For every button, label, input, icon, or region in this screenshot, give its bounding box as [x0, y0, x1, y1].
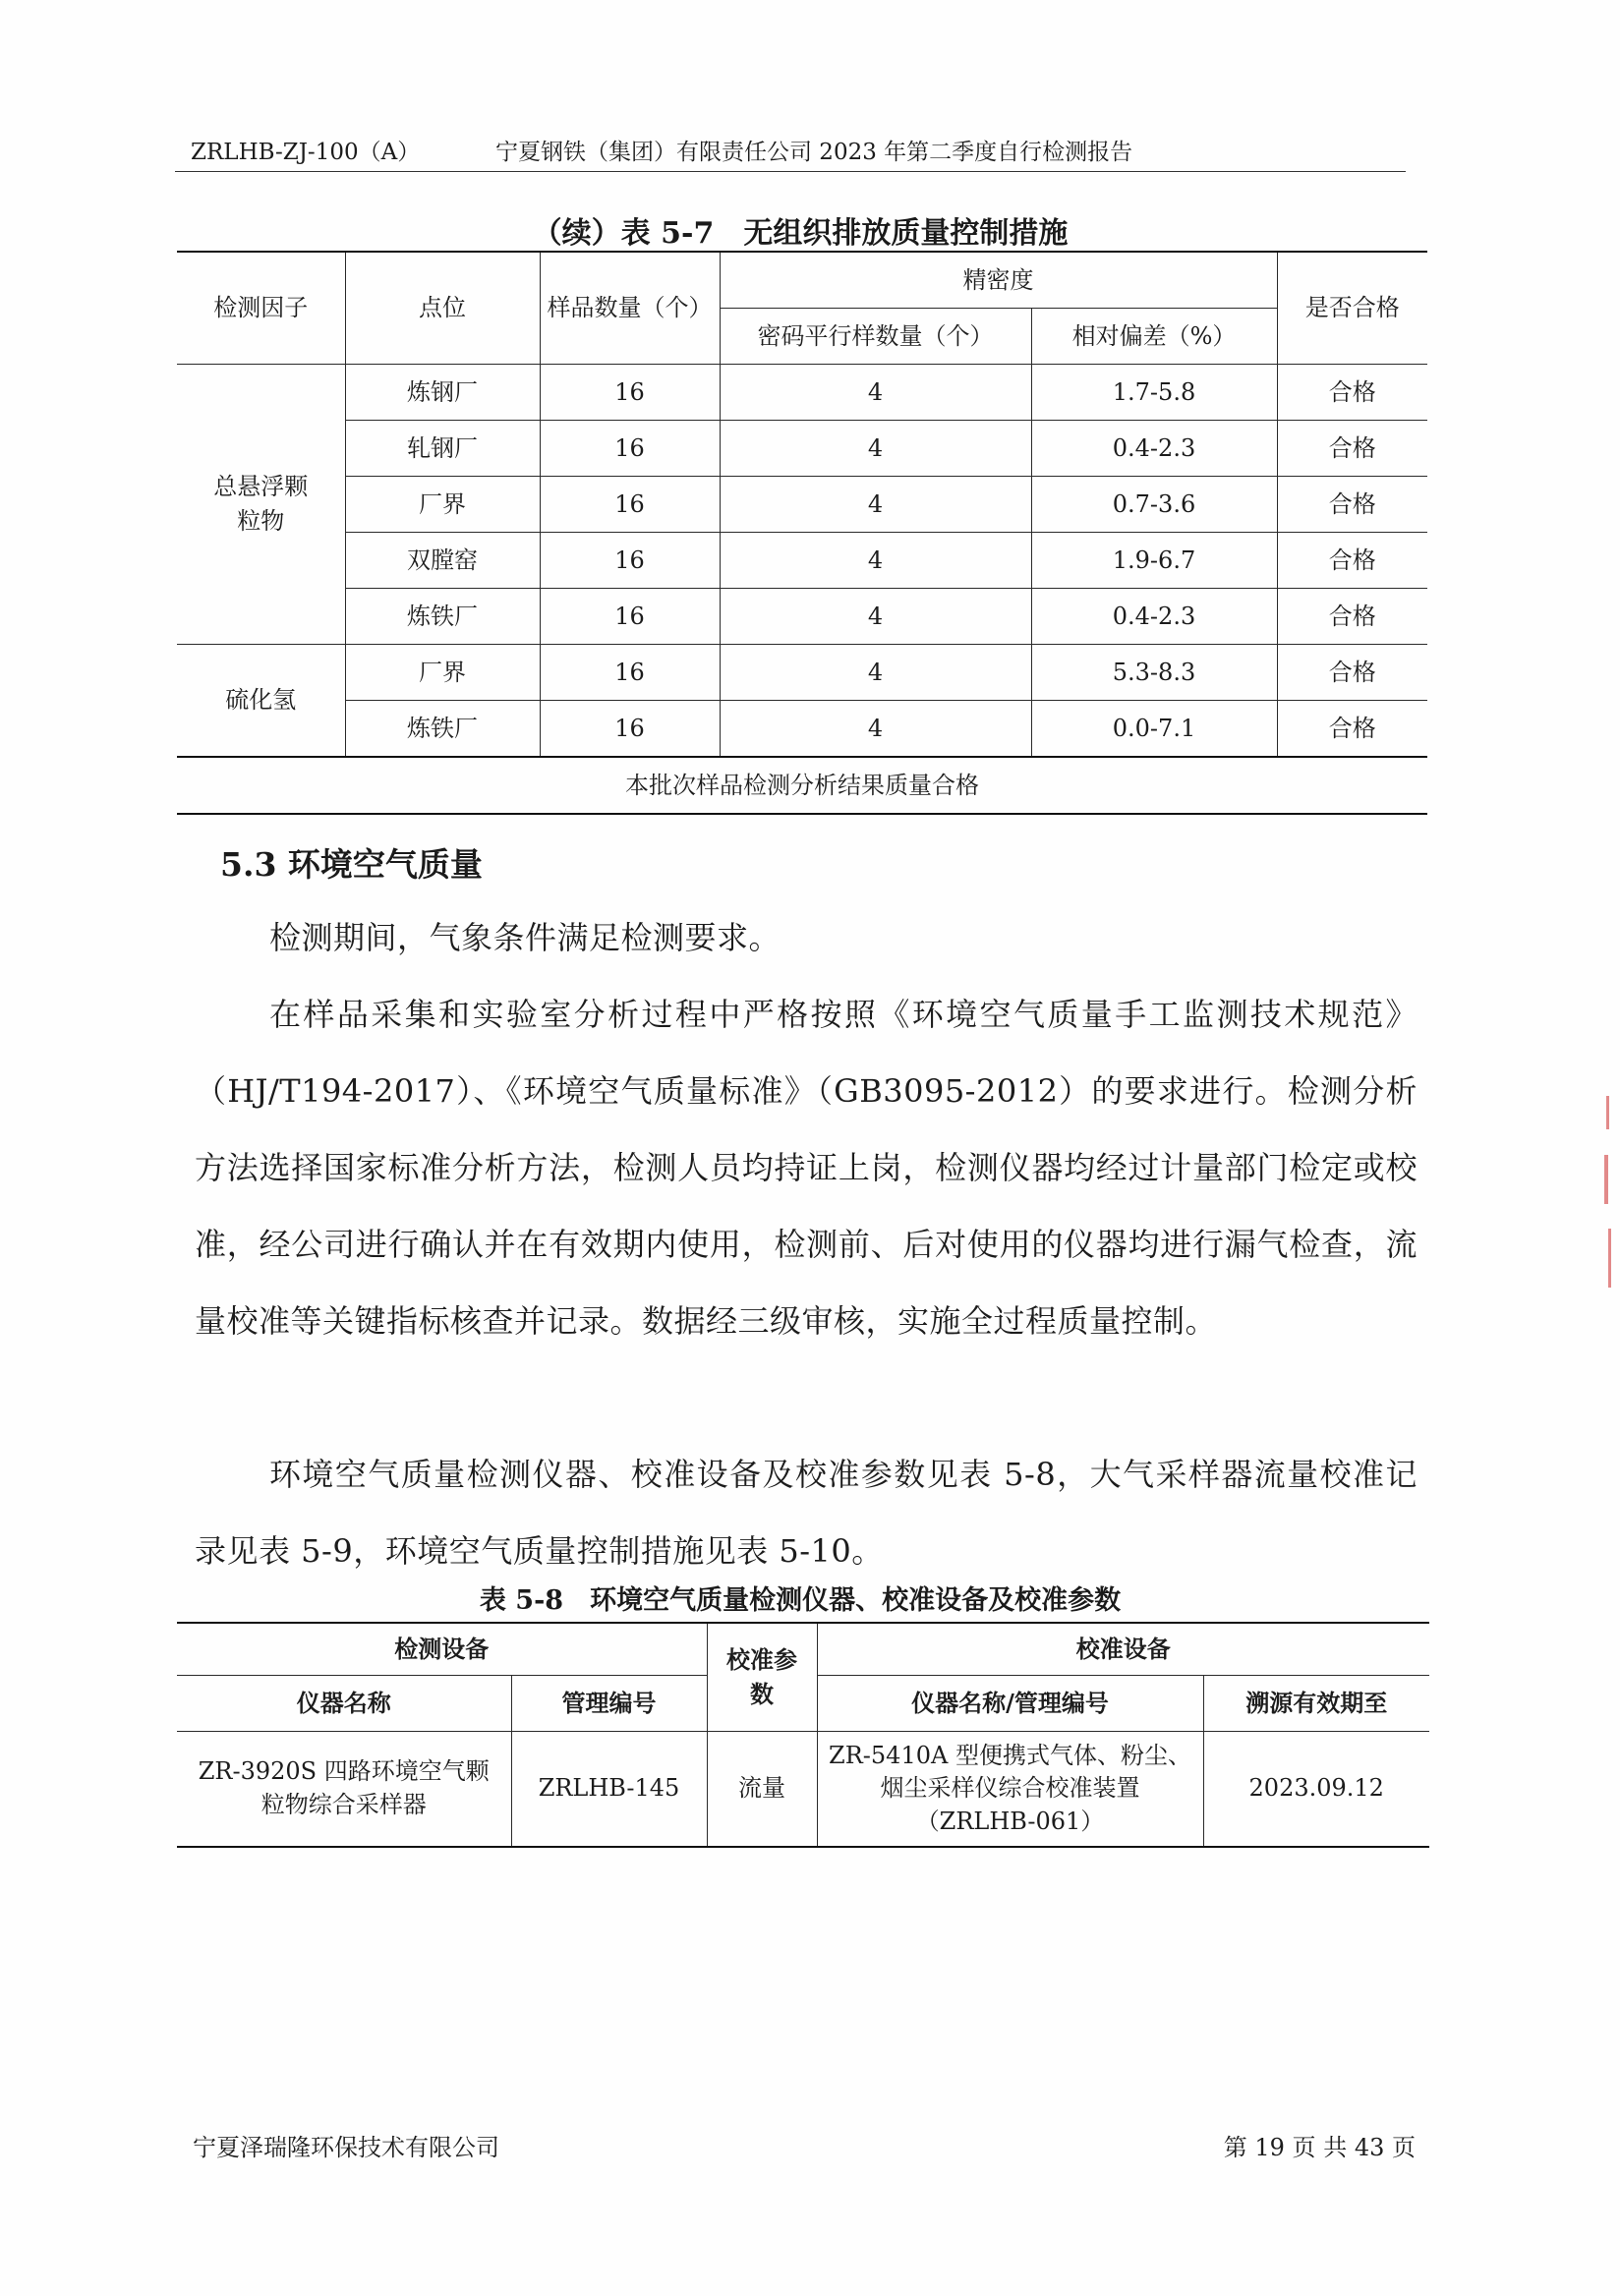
deviation-cell: 0.0-7.1 — [1031, 701, 1277, 758]
parallel-cell: 4 — [720, 645, 1031, 701]
paragraph-2: 在样品采集和实验室分析过程中严格按照《环境空气质量手工监测技术规范》（HJ/T194-2017）、《环境空气质量标准》（GB3095-2012）的要求进行。检测分析方法选择国家标准分析方法，检测人员均持证上岗，检测仪器均经过计量部门检定或校准，经公司进行确认并在有效期内使用，检测前、后对使用的仪器均进行漏气检查，流量校准等关键指标核查并记录。数据经三级审核，实施全过程质量控制。 — [195, 996, 1418, 1340]
table-5-8 — [177, 1622, 1429, 1848]
header-calib-name-no: 仪器名称/管理编号 — [817, 1676, 1203, 1732]
point-cell: 双膛窑 — [345, 533, 540, 589]
param-cell: 流量 — [707, 1732, 817, 1848]
deviation-cell: 0.4-2.3 — [1031, 589, 1277, 645]
table-5-8-caption: 表 5-8 环境空气质量检测仪器、校准设备及校准参数 — [479, 1585, 1122, 1616]
point-cell: 炼钢厂 — [345, 365, 540, 421]
instrument-name-cell: ZR-3920S 四路环境空气颗粒物综合采样器 — [177, 1732, 511, 1848]
header-detect-equipment: 检测设备 — [177, 1623, 707, 1676]
point-cell: 炼铁厂 — [345, 701, 540, 758]
result-cell: 合格 — [1277, 701, 1427, 758]
mgmt-no-cell: ZRLHB-145 — [511, 1732, 707, 1848]
table-5-7-caption: （续）表 5-7 无组织排放质量控制措施 — [532, 216, 1069, 251]
samples-cell: 16 — [540, 589, 720, 645]
stamp-edge-mark — [1608, 1229, 1611, 1288]
parallel-cell: 4 — [720, 477, 1031, 533]
page-footer — [193, 2128, 1416, 2167]
table-row — [177, 701, 1427, 758]
samples-cell: 16 — [540, 477, 720, 533]
result-cell: 合格 — [1277, 365, 1427, 421]
parallel-cell: 4 — [720, 421, 1031, 477]
header-factor: 检测因子 — [177, 252, 345, 365]
point-cell: 厂界 — [345, 477, 540, 533]
calib-device-cell: ZR-5410A 型便携式气体、粉尘、烟尘采样仪综合校准装置（ZRLHB-061） — [817, 1732, 1203, 1848]
deviation-cell: 1.7-5.8 — [1031, 365, 1277, 421]
header-precision: 精密度 — [720, 252, 1277, 309]
table-row — [177, 645, 1427, 701]
header-sample-count: 样品数量（个） — [540, 252, 720, 365]
samples-cell: 16 — [540, 533, 720, 589]
stamp-edge-mark — [1604, 1155, 1608, 1204]
valid-until-cell: 2023.09.12 — [1203, 1732, 1429, 1848]
document-code: ZRLHB-ZJ-100（A） — [191, 140, 421, 165]
table-row — [177, 589, 1427, 645]
header-valid-until: 溯源有效期至 — [1203, 1676, 1429, 1732]
point-cell: 轧钢厂 — [345, 421, 540, 477]
header-calib-equipment: 校准设备 — [817, 1623, 1429, 1676]
header-calib-param: 校准参数 — [707, 1623, 817, 1732]
parallel-cell: 4 — [720, 365, 1031, 421]
paragraph-1: 检测期间，气象条件满足检测要求。 — [269, 919, 781, 956]
page-header — [175, 128, 1406, 172]
result-cell: 合格 — [1277, 421, 1427, 477]
factor-cell: 硫化氢 — [177, 645, 345, 758]
header-qualified: 是否合格 — [1277, 252, 1427, 365]
header-point: 点位 — [345, 252, 540, 365]
result-cell: 合格 — [1277, 533, 1427, 589]
point-cell: 炼铁厂 — [345, 589, 540, 645]
table-row — [177, 1732, 1429, 1848]
header-parallel-count: 密码平行样数量（个） — [720, 309, 1031, 365]
samples-cell: 16 — [540, 421, 720, 477]
parallel-cell: 4 — [720, 533, 1031, 589]
samples-cell: 16 — [540, 701, 720, 758]
deviation-cell: 5.3-8.3 — [1031, 645, 1277, 701]
point-cell: 厂界 — [345, 645, 540, 701]
result-cell: 合格 — [1277, 645, 1427, 701]
parallel-cell: 4 — [720, 701, 1031, 758]
table-5-7 — [177, 251, 1427, 815]
document-title: 宁夏钢铁（集团）有限责任公司 2023 年第二季度自行检测报告 — [495, 140, 1133, 165]
table-row — [177, 365, 1427, 421]
stamp-edge-mark — [1606, 1096, 1609, 1129]
deviation-cell: 0.4-2.3 — [1031, 421, 1277, 477]
header-instrument-name: 仪器名称 — [177, 1676, 511, 1732]
page-number: 第 19 页 共 43 页 — [1223, 2134, 1416, 2161]
result-cell: 合格 — [1277, 589, 1427, 645]
samples-cell: 16 — [540, 645, 720, 701]
paragraph-3: 环境空气质量检测仪器、校准设备及校准参数见表 5-8，大气采样器流量校准记录见表 5-9，环境空气质量控制措施见表 5-10。 — [195, 1456, 1418, 1570]
parallel-cell: 4 — [720, 589, 1031, 645]
deviation-cell: 0.7-3.6 — [1031, 477, 1277, 533]
header-relative-deviation: 相对偏差（%） — [1031, 309, 1277, 365]
table-note: 本批次样品检测分析结果质量合格 — [177, 757, 1427, 814]
table-row — [177, 477, 1427, 533]
samples-cell: 16 — [540, 365, 720, 421]
table-row — [177, 421, 1427, 477]
footer-company: 宁夏泽瑞隆环保技术有限公司 — [193, 2134, 499, 2161]
deviation-cell: 1.9-6.7 — [1031, 533, 1277, 589]
factor-cell: 总悬浮颗粒物 — [177, 365, 345, 645]
table-row — [177, 533, 1427, 589]
result-cell: 合格 — [1277, 477, 1427, 533]
section-heading: 5.3 环境空气质量 — [220, 845, 483, 884]
header-mgmt-no: 管理编号 — [511, 1676, 707, 1732]
